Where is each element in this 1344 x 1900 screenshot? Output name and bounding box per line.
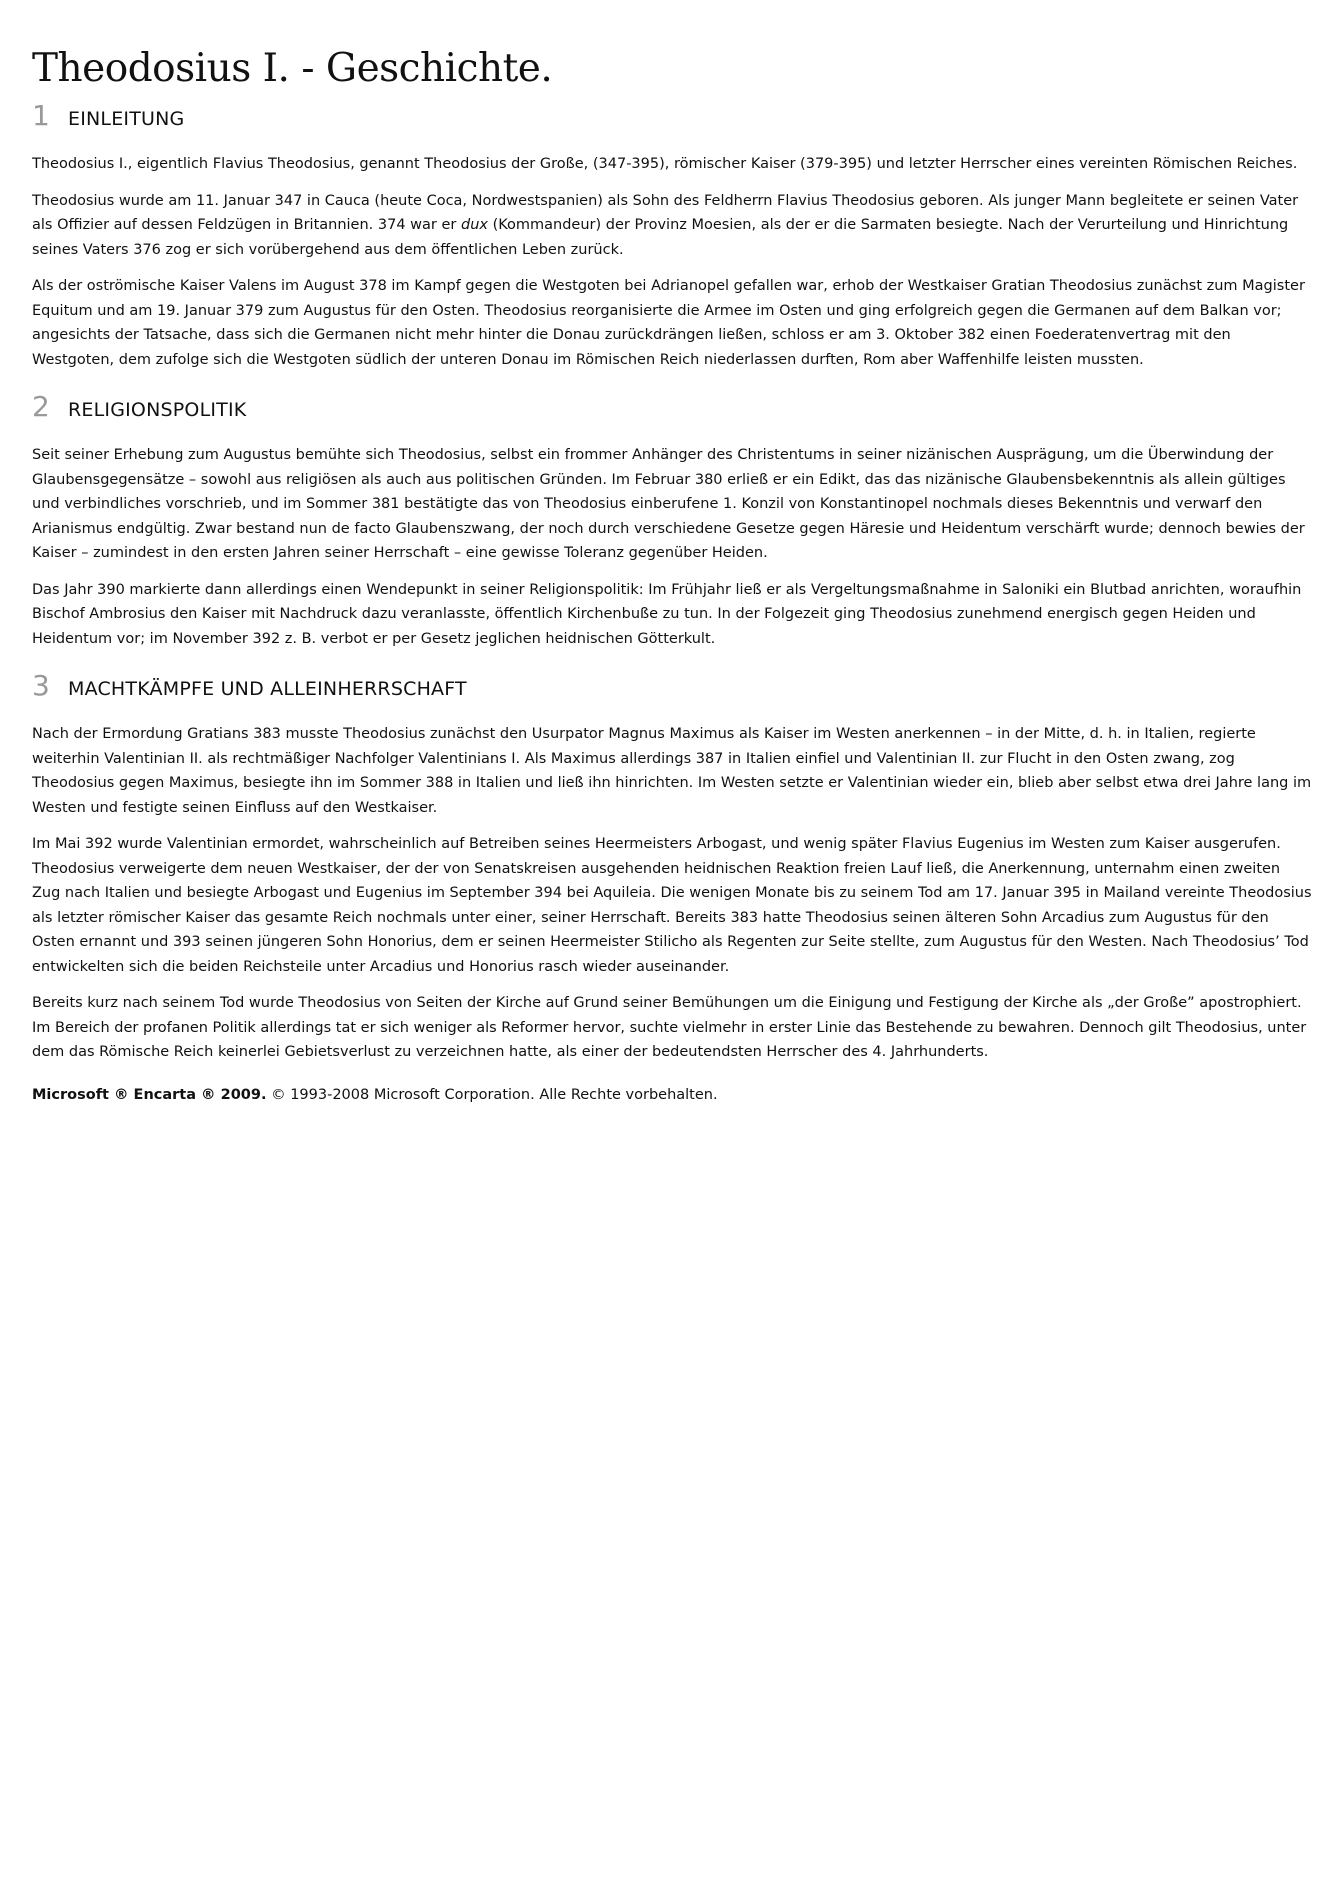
paragraph-text: (Kommandeur) der Provinz Moesien, als der er die Sarmaten besiegte. Nach der Verurteilung und Hinrichtung seines Vaters 376 zog er sich vorübergehend aus dem öffentlichen Leben zurück. — [32, 217, 1289, 258]
section-number: 1 — [32, 99, 50, 132]
section-einleitung — [32, 99, 1312, 372]
page-title: Theodosius I. - Geschichte. — [32, 46, 553, 91]
paragraph: Bereits kurz nach seinem Tod wurde Theodosius von Seiten der Kirche auf Grund seiner Bemühungen um die Einigung und Festigung der Kirche als „der Große” apostrophiert. Im Bereich der profanen Politik allerdings tat er sich weniger als Reformer hervor, suchte vielmehr in erster Linie das Bestehende zu bewahren. Dennoch gilt Theodosius, unter dem das Römische Reich keinerlei Gebietsverlust zu verzeichnen hatte, als einer der bedeutendsten Herrscher des 4. Jahrhunderts. — [32, 995, 1307, 1060]
paragraph: Als der oströmische Kaiser Valens im August 378 im Kampf gegen die Westgoten bei Adrianopel gefallen war, erhob der Westkaiser Gratian Theodosius zunächst zum Magister Equitum und am 19. Januar 379 zum Augustus für den Osten. Theodosius reorganisierte die Armee im Osten und ging erfolgreich gegen die Germanen auf dem Balkan vor; angesichts der Tatsache, dass sich die Germanen nicht mehr hinter die Donau zurückdrängen ließen, schloss er am 3. Oktober 382 einen Foederatenvertrag mit den Westgoten, dem zufolge sich die Westgoten südlich der unteren Donau im Römischen Reich niederlassen durften, Rom aber Waffenhilfe leisten mussten. — [32, 278, 1305, 368]
section-machtkaempfe — [32, 669, 1312, 1065]
paragraph — [32, 189, 1312, 263]
paragraph: Theodosius I., eigentlich Flavius Theodosius, genannt Theodosius der Große, (347-395), römischer Kaiser (379-395) und letzter Herrscher eines vereinten Römischen Reiches. — [32, 156, 1298, 172]
copyright-footer — [32, 1083, 1312, 1107]
paragraph: Seit seiner Erhebung zum Augustus bemühte sich Theodosius, selbst ein frommer Anhänger des Christentums in seiner nizänischen Ausprägung, um die Überwindung der Glaubensgegensätze – sowohl aus religiösen als auch aus politischen Gründen. Im Februar 380 erließ er ein Edikt, das das nizänische Glaubensbekenntnis als allein gültiges und verbindliches vorschrieb, und im Sommer 381 bestätigte das von Theodosius einberufene 1. Konzil von Konstantinopel nochmals dieses Bekenntnis und verwarf den Arianismus endgültig. Zwar bestand nun de facto Glaubenszwang, der noch durch verschiedene Gesetze gegen Häresie und Heidentum verschärft wurde; dennoch bewies der Kaiser – zumindest in den ersten Jahren seiner Herrschaft – eine gewisse Toleranz gegenüber Heiden. — [32, 447, 1305, 561]
paragraph: Das Jahr 390 markierte dann allerdings einen Wendepunkt in seiner Religionspolitik: Im Frühjahr ließ er als Vergeltungsmaßnahme in Saloniki ein Blutbad anrichten, woraufhin Bischof Ambrosius den Kaiser mit Nachdruck dazu veranlasste, öffentlich Kirchenbuße zu tun. In der Folgezeit ging Theodosius zunehmend energisch gegen Heiden und Heidentum vor; im November 392 z. B. verbot er per Gesetz jeglichen heidnischen Götterkult. — [32, 581, 1302, 647]
section-heading — [32, 669, 1312, 702]
section-religionspolitik — [32, 390, 1312, 651]
section-title: RELIGIONSPOLITIK — [68, 399, 247, 421]
footer-brand: Microsoft ® Encarta ® 2009. — [32, 1086, 267, 1103]
section-heading — [32, 99, 1312, 132]
section-title: MACHTKÄMPFE UND ALLEINHERRSCHAFT — [68, 678, 467, 700]
section-title: EINLEITUNG — [68, 108, 185, 130]
section-heading — [32, 390, 1312, 423]
paragraph: Im Mai 392 wurde Valentinian ermordet, wahrscheinlich auf Betreiben seines Heermeisters Arbogast, und wenig später Flavius Eugenius im Westen zum Kaiser ausgerufen. Theodosius verweigerte dem neuen Westkaiser, der der von Senatskreisen ausgehenden heidnischen Reaktion freien Lauf ließ, die Anerkennung, unternahm einen zweiten Zug nach Italien und besiegte Arbogast und Eugenius im September 394 bei Aquileia. Die wenigen Monate bis zu seinem Tod am 17. Januar 395 in Mailand vereinte Theodosius als letzter römischer Kaiser das gesamte Reich nochmals unter einer, seiner Herrschaft. Bereits 383 hatte Theodosius seinen älteren Sohn Arcadius zum Augustus für den Osten ernannt und 393 seinen jüngeren Sohn Honorius, dem er seinen Heermeister Stilicho als Regenten zur Seite stellte, zum Augustus für den Westen. Nach Theodosius’ Tod entwickelten sich die beiden Reichsteile unter Arcadius und Honorius rasch wieder auseinander. — [32, 836, 1312, 975]
section-number: 2 — [32, 390, 50, 423]
emphasis-text: dux — [460, 217, 488, 233]
paragraph: Nach der Ermordung Gratians 383 musste Theodosius zunächst den Usurpator Magnus Maximus als Kaiser im Westen anerkennen – in der Mitte, d. h. in Italien, regierte weiterhin Valentinian II. als rechtmäßiger Nachfolger Valentinians I. Als Maximus allerdings 387 in Italien einfiel und Valentinian II. zur Flucht in den Osten zwang, zog Theodosius gegen Maximus, besiegte ihn im Sommer 388 in Italien und ließ ihn hinrichten. Im Westen setzte er Valentinian wieder ein, blieb aber selbst etwa drei Jahre lang im Westen und festigte seinen Einfluss auf den Westkaiser. — [32, 726, 1312, 816]
footer-copyright: © 1993-2008 Microsoft Corporation. Alle Rechte vorbehalten. — [266, 1086, 718, 1103]
paragraph-text: Theodosius wurde am 11. Januar 347 in Cauca (heute Coca, Nordwestspanien) als Sohn des Feldherrn Flavius Theodosius geboren. Als junger Mann begleitete er seinen Vater als Offizier auf dessen Feldzügen in Britannien. 374 war er — [32, 192, 1299, 233]
section-number: 3 — [32, 669, 50, 702]
